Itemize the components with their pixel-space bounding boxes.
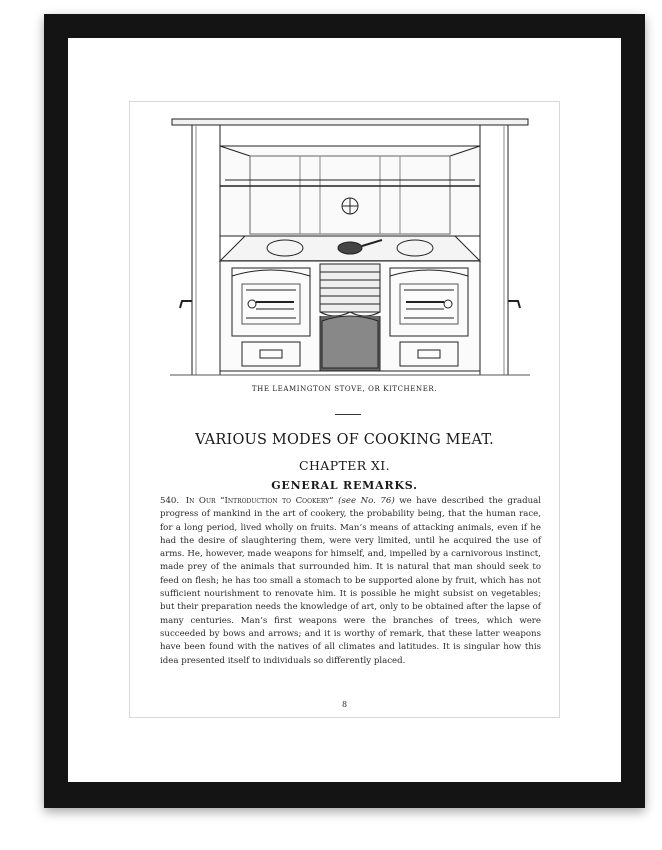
body-paragraph [160, 495, 541, 668]
divider-rule [335, 414, 361, 415]
figure-caption: THE LEAMINGTON STOVE, OR KITCHENER. [251, 385, 438, 393]
page-title: VARIOUS MODES OF COOKING MEAT. [195, 432, 494, 448]
stove-illustration [170, 116, 530, 378]
paragraph-number: 540. [160, 496, 180, 506]
paragraph-reference: (see No. 76) [338, 496, 395, 506]
paragraph-lead: In Our “Introduction to Cookery” [185, 496, 334, 506]
chapter-label: CHAPTER XI. [299, 458, 390, 473]
section-heading: GENERAL REMARKS. [271, 479, 418, 492]
page-number: 8 [341, 700, 348, 709]
book-page [129, 101, 560, 718]
paragraph-text: we have described the gradual progress of mankind in the art of cookery, the probability being, that the human race, for a long period, lived wholly on fruits. Man’s means of attacking animals, even if he had the desire of slaughtering them, were very limited, until he acquired the use of arms. He, however, made weapons for himself, and, impelled by a carnivorous instinct, made prey of the animals that surrounded him. It is natural that man should seek to feed on flesh; he has too small a stomach to be supported alone by fruit, which has not sufficient nourishment to renovate him. It is possible he might subsist on vegetables; but their preparation needs the knowledge of art, only to be obtained after the lapse of many centuries. Man’s first weapons were the branches of trees, which were succeeded by bows and arrows; and it is worthy of remark, that these latter weapons have been found with the natives of all climates and latitudes. It is singular how this idea presented itself to individuals so differently placed. [160, 496, 542, 666]
